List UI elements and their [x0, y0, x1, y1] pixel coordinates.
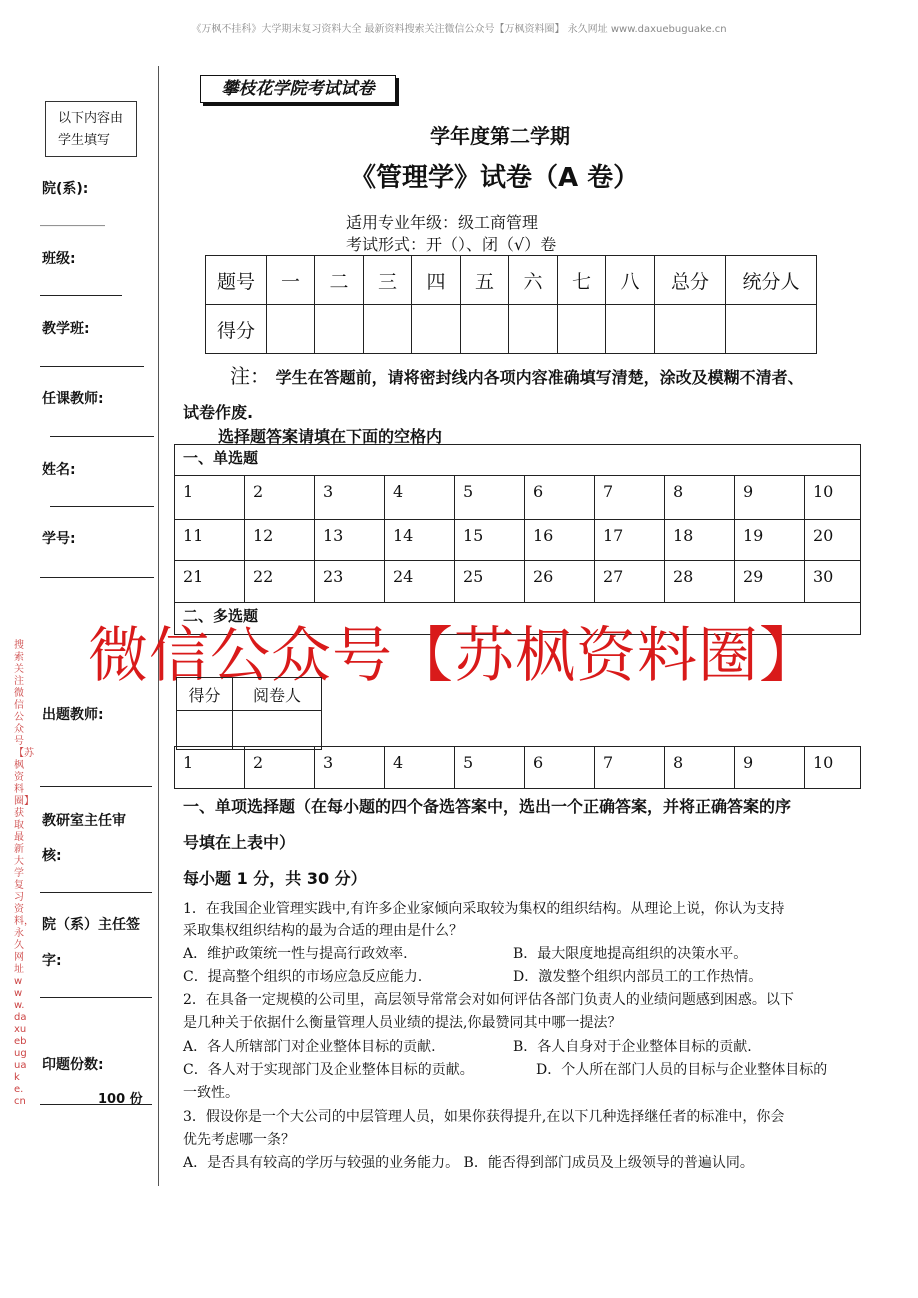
dept-label: 院(系): [42, 181, 89, 197]
class-line[interactable] [40, 295, 122, 296]
teaching-class-label: 教学班: [42, 321, 90, 337]
q2-option-d-cont: 一致性。 [183, 1085, 239, 1101]
score-cell[interactable] [461, 305, 509, 354]
answer-cell[interactable]: 20 [805, 520, 861, 561]
q3-options: A．是否具有较高的学历与较强的业务能力。 B．能否得到部门成员及上级领导的普遍认同。 [183, 1155, 754, 1171]
answer-cell[interactable]: 6 [525, 476, 595, 520]
grader-score-cell[interactable] [177, 711, 233, 750]
answer-row [175, 520, 861, 561]
q1-option-c: C．提高整个组织的市场应急反应能力. [183, 969, 423, 985]
answer-row [175, 476, 861, 520]
office-head-label-1: 教研室主任审 [42, 813, 126, 829]
q2-stem-2: 是几种关于依据什么衡量管理人员业绩的提法,你最赞同其中哪一提法？ [183, 1015, 622, 1031]
score-header: 四 [412, 256, 461, 305]
q3-stem-1: 3．假设你是一个大公司的中层管理人员，如果你获得提升,在以下几种选择继任者的标准中，你会 [183, 1109, 785, 1125]
answer-row [175, 561, 861, 603]
answer-cell[interactable]: 29 [735, 561, 805, 603]
answer-cell[interactable]: 16 [525, 520, 595, 561]
q1-option-b: B．最大限度地提高组织的决策水平。 [513, 946, 748, 962]
part1-title-1: 一、单项选择题（在每小题的四个备选答案中，选出一个正确答案，并将正确答案的序 [183, 797, 792, 816]
score-cell[interactable] [606, 305, 655, 354]
answer-cell[interactable]: 19 [735, 520, 805, 561]
score-cell[interactable] [412, 305, 461, 354]
q3-stem-2: 优先考虑哪一条？ [183, 1132, 295, 1148]
answer-row [175, 747, 861, 789]
single-section-title: 一、单选题 [175, 445, 861, 476]
answer-cell[interactable]: 5 [455, 476, 525, 520]
dept-blank[interactable]: __________ [40, 212, 105, 227]
copies-value: 100 份 [98, 1092, 143, 1107]
answer-cell[interactable]: 9 [735, 476, 805, 520]
notice-prefix: 注： [230, 364, 270, 388]
answer-cell[interactable]: 1 [175, 476, 245, 520]
answer-cell[interactable]: 23 [315, 561, 385, 603]
score-cell[interactable] [509, 305, 558, 354]
score-cell[interactable] [267, 305, 315, 354]
score-header: 总分 [655, 256, 726, 305]
answer-cell[interactable]: 2 [245, 747, 315, 789]
student-fill-box [45, 101, 137, 157]
answer-cell[interactable]: 25 [455, 561, 525, 603]
score-header: 题号 [206, 256, 267, 305]
watermark: 微信公众号【苏枫资料圈】 [88, 621, 820, 691]
answer-cell[interactable]: 24 [385, 561, 455, 603]
q2-option-c: C．各人对于实现部门及企业整体目标的贡献。 [183, 1062, 474, 1078]
answer-cell[interactable]: 21 [175, 561, 245, 603]
grader-reviewer-label: 阅卷人 [233, 678, 322, 711]
term-title: 学年度第二学期 [430, 124, 570, 148]
header-note: 《万枫不挂科》大学期末复习资料大全 最新资料搜索关注微信公众号【万枫资料圈】 永久网址 www.daxuebuguake.cn [191, 24, 727, 35]
score-row-label: 得分 [206, 305, 267, 354]
part1-points: 每小题 1 分，共 30 分） [183, 869, 367, 888]
exam-title: 《管理学》试卷（A 卷） [350, 163, 640, 193]
answer-cell[interactable]: 27 [595, 561, 665, 603]
answer-cell[interactable]: 30 [805, 561, 861, 603]
q1-stem-2: 采取集权组织结构的最为合适的理由是什么？ [183, 923, 463, 939]
answer-cell[interactable]: 17 [595, 520, 665, 561]
dean-label-1: 院（系）主任签 [42, 917, 140, 933]
exam-teacher-label: 出题教师: [42, 707, 104, 723]
notice [230, 360, 804, 389]
teaching-class-line[interactable] [40, 366, 144, 367]
answer-cell[interactable]: 10 [805, 747, 861, 789]
part1-title-2: 号填在上表中） [183, 833, 296, 852]
box-text-1: 以下内容由 [58, 111, 124, 126]
answer-cell[interactable]: 12 [245, 520, 315, 561]
student-id-line[interactable] [40, 577, 154, 578]
q2-stem-1: 2．在具备一定规模的公司里，高层领导常常会对如何评估各部门负责人的业绩问题感到困惑。以下 [183, 992, 794, 1008]
answer-cell[interactable]: 26 [525, 561, 595, 603]
score-cell[interactable] [315, 305, 364, 354]
q2-option-d: D．个人所在部门人员的目标与企业整体目标的 [536, 1062, 828, 1078]
score-header: 七 [558, 256, 606, 305]
single-choice-answer-table [174, 444, 861, 635]
score-header-row [206, 256, 817, 305]
answer-cell[interactable]: 18 [665, 520, 735, 561]
score-header: 二 [315, 256, 364, 305]
answer-cell[interactable]: 8 [665, 747, 735, 789]
grader-score-label: 得分 [177, 678, 233, 711]
answer-cell[interactable]: 3 [315, 747, 385, 789]
answer-cell[interactable]: 22 [245, 561, 315, 603]
box-text-2: 学生填写 [58, 133, 111, 148]
grader-table [176, 677, 322, 750]
grader-reviewer-cell[interactable] [233, 711, 322, 750]
answer-cell[interactable]: 8 [665, 476, 735, 520]
answer-cell[interactable]: 4 [385, 747, 455, 789]
q1-option-a: A．维护政策统一性与提高行政效率. [183, 946, 408, 962]
teacher-line[interactable] [50, 436, 154, 437]
multi-section-title: 二、多选题 [175, 603, 861, 635]
answer-cell[interactable]: 7 [595, 476, 665, 520]
answer-cell[interactable]: 1 [175, 747, 245, 789]
notice-text: 学生在答题前，请将密封线内各项内容准确填写清楚，涂改及模糊不清者、 [275, 368, 804, 387]
answer-cell[interactable]: 7 [595, 747, 665, 789]
score-cell[interactable] [655, 305, 726, 354]
q1-option-d: D．激发整个组织内部员工的工作热情。 [513, 969, 763, 985]
answer-cell[interactable]: 28 [665, 561, 735, 603]
class-label: 班级: [42, 251, 76, 267]
score-header: 一 [267, 256, 315, 305]
name-label: 姓名: [42, 462, 76, 478]
score-cell[interactable] [558, 305, 606, 354]
dean-label-2: 字: [42, 953, 62, 969]
score-header: 统分人 [726, 256, 817, 305]
copies-line [40, 1104, 152, 1105]
answer-cell[interactable]: 15 [455, 520, 525, 561]
score-cell[interactable] [726, 305, 817, 354]
answer-cell[interactable]: 3 [315, 476, 385, 520]
score-header: 五 [461, 256, 509, 305]
teacher-label: 任课教师: [42, 391, 104, 407]
score-header: 八 [606, 256, 655, 305]
notice-line-2: 试卷作废. [183, 403, 254, 422]
exam-form-line: 考试形式：开（）、闭（√）卷 [346, 235, 557, 254]
exam-teacher-line[interactable] [40, 786, 152, 787]
dean-line[interactable] [40, 997, 152, 998]
answer-cell[interactable]: 11 [175, 520, 245, 561]
major-line: 适用专业年级：级工商管理 [346, 213, 539, 232]
answer-cell[interactable]: 10 [805, 476, 861, 520]
q2-option-b: B．各人自身对于企业整体目标的贡献. [513, 1039, 752, 1055]
answer-cell[interactable]: 14 [385, 520, 455, 561]
answer-cell[interactable]: 9 [735, 747, 805, 789]
name-line[interactable] [50, 506, 154, 507]
office-head-label-2: 核: [42, 848, 62, 864]
answer-hint: 选择题答案请填在下面的空格内 [218, 427, 443, 446]
score-value-row [206, 305, 817, 354]
student-id-label: 学号: [42, 531, 76, 547]
answer-cell[interactable]: 5 [455, 747, 525, 789]
q1-stem-1: 1．在我国企业管理实践中,有许多企业家倾向采取较为集权的组织结构。从理论上说，你认为支持 [183, 901, 785, 917]
score-header: 三 [364, 256, 412, 305]
answer-cell[interactable]: 4 [385, 476, 455, 520]
copies-label: 印题份数: [42, 1057, 104, 1073]
q2-option-a: A．各人所辖部门对企业整体目标的贡献. [183, 1039, 436, 1055]
vertical-watermark: 搜索关注微信公众号【苏枫资料圈】获取最新大学复习资料，永久网址 www.daxuebuguake.cn [14, 640, 34, 1107]
score-cell[interactable] [364, 305, 412, 354]
answer-row-table [174, 746, 861, 789]
score-header: 六 [509, 256, 558, 305]
school-title: 攀枝花学院考试试卷 [200, 75, 396, 103]
score-table [205, 255, 817, 354]
answer-cell[interactable]: 2 [245, 476, 315, 520]
answer-cell[interactable]: 13 [315, 520, 385, 561]
office-head-line[interactable] [40, 892, 152, 893]
answer-cell[interactable]: 6 [525, 747, 595, 789]
